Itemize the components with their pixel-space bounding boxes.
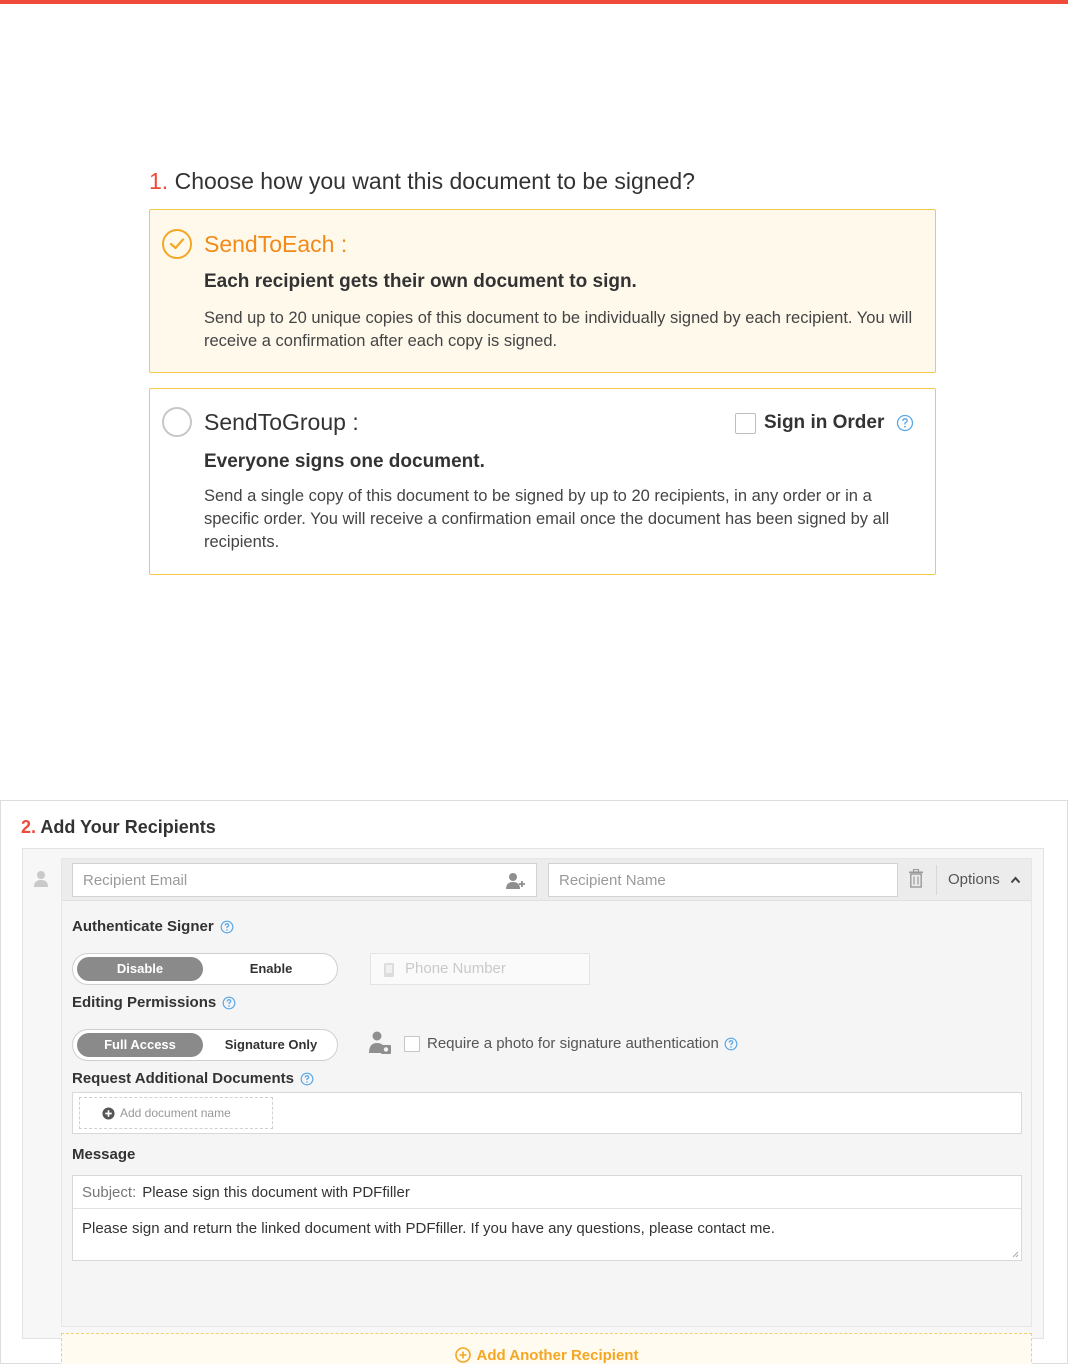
subject-value: Please sign this document with PDFfiller	[142, 1184, 410, 1201]
recipient-email-input[interactable]	[72, 863, 537, 897]
require-photo-option[interactable]	[404, 1035, 738, 1052]
editing-signature-only-option[interactable]: Signature Only	[224, 1037, 318, 1052]
section2-number: 2.	[21, 817, 37, 837]
resize-handle-icon[interactable]	[1011, 1250, 1019, 1258]
sign-in-order-checkbox[interactable]	[735, 413, 756, 434]
send-to-each-subtitle: Each recipient gets their own document to sign.	[204, 271, 637, 292]
send-to-each-option[interactable]	[149, 209, 936, 373]
request-documents-label	[72, 1070, 314, 1087]
options-label: Options	[948, 871, 1000, 888]
phone-number-placeholder: Phone Number	[405, 960, 506, 977]
chevron-up-icon	[1010, 876, 1021, 884]
message-body[interactable]: Please sign and return the linked document with PDFfiller. If you have any questions, please contact me.	[82, 1220, 775, 1237]
help-icon[interactable]	[300, 1072, 314, 1086]
photo-user-icon	[369, 1031, 391, 1055]
section1-number: 1.	[149, 168, 169, 194]
subject-label: Subject:	[82, 1184, 137, 1201]
section1-title: Choose how you want this document to be signed?	[174, 168, 695, 194]
add-user-icon[interactable]	[506, 872, 526, 890]
send-to-group-description: Send a single copy of this document to be signed by up to 20 recipients, in any order or in a specific order. You will receive a confirmation email once the document has been signed by all recipients.	[204, 487, 890, 551]
trash-icon[interactable]	[908, 869, 924, 888]
editing-toggle[interactable]	[72, 1029, 338, 1061]
authenticate-enable-option[interactable]: Enable	[249, 961, 293, 976]
section1-heading	[149, 168, 695, 195]
sign-in-order-label: Sign in Order	[764, 412, 885, 433]
section2-title: Add Your Recipients	[40, 817, 216, 837]
person-icon	[33, 870, 49, 888]
phone-number-input	[370, 953, 590, 985]
authenticate-toggle[interactable]	[72, 953, 338, 985]
recipients-section	[0, 800, 1068, 1364]
send-to-group-option[interactable]	[149, 388, 936, 575]
send-to-each-title: SendToEach :	[204, 231, 348, 257]
section2-heading	[21, 817, 216, 838]
options-toggle[interactable]	[948, 871, 1021, 888]
send-to-group-title: SendToGroup :	[204, 409, 359, 435]
add-another-recipient-label: Add Another Recipient	[476, 1346, 639, 1364]
authenticate-signer-label	[72, 918, 234, 935]
add-another-recipient-button[interactable]	[61, 1333, 1032, 1364]
recipient-email-placeholder: Recipient Email	[83, 872, 188, 889]
plus-circle-icon	[102, 1107, 115, 1120]
send-to-group-radio[interactable]	[162, 407, 192, 437]
require-photo-checkbox[interactable]	[404, 1036, 420, 1052]
help-icon[interactable]	[222, 996, 236, 1010]
send-to-each-radio[interactable]	[162, 229, 192, 259]
authenticate-disable-option[interactable]: Disable	[77, 957, 203, 981]
recipients-list	[22, 848, 1044, 1364]
top-accent-bar	[0, 0, 1068, 4]
additional-documents-box	[72, 1092, 1022, 1134]
check-circle-icon	[169, 237, 185, 251]
recipient-card	[61, 858, 1032, 1327]
subject-field[interactable]	[73, 1176, 1021, 1209]
message-label	[72, 1146, 135, 1163]
header-divider	[936, 865, 937, 895]
editing-full-access-option[interactable]: Full Access	[77, 1033, 203, 1057]
add-document-label: Add document name	[120, 1106, 231, 1120]
help-icon[interactable]	[896, 414, 914, 432]
add-document-button[interactable]	[79, 1097, 273, 1129]
request-documents-text: Request Additional Documents	[72, 1070, 294, 1087]
phone-icon	[383, 962, 395, 978]
editing-permissions-label	[72, 994, 236, 1011]
help-icon[interactable]	[220, 920, 234, 934]
send-to-each-description: Send up to 20 unique copies of this document to be individually signed by each recipient. You will receive a confirmation after each copy is signed.	[204, 309, 913, 350]
recipient-name-placeholder: Recipient Name	[559, 872, 666, 889]
message-text: Message	[72, 1146, 136, 1163]
authenticate-signer-text: Authenticate Signer	[72, 918, 214, 935]
send-to-group-subtitle: Everyone signs one document.	[204, 451, 485, 472]
recipient-name-input[interactable]	[548, 863, 898, 897]
require-photo-label: Require a photo for signature authentication	[427, 1035, 719, 1052]
plus-circle-icon	[455, 1347, 471, 1363]
recipient-header	[62, 859, 1031, 901]
message-box	[72, 1175, 1022, 1261]
sign-in-order[interactable]	[735, 412, 914, 434]
editing-permissions-text: Editing Permissions	[72, 994, 217, 1011]
help-icon[interactable]	[724, 1037, 738, 1051]
